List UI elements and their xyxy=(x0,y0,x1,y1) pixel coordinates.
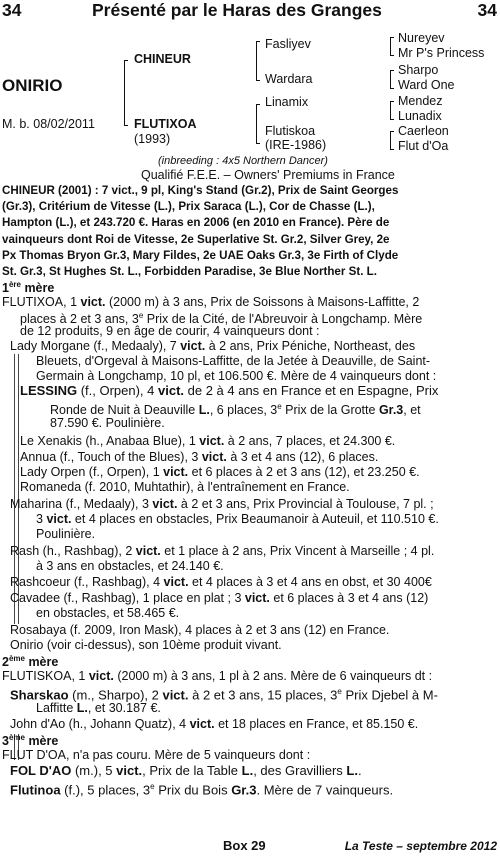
produce-entry-cont: Germain à Longchamp, 10 pl, et 106.500 €. Mère de 4 vainqueurs dont : xyxy=(36,369,437,383)
produce-entry: John d'Ao (h., Johann Quatz), 4 vict. et 18 places en France, et 85.150 €. xyxy=(10,717,419,731)
produce-entry: Romaneda (f. 2010, Muhtathir), à l'entraînement en France. xyxy=(20,480,350,494)
granddam-paternal: Wardara xyxy=(265,72,313,86)
qualification-note: Qualifié F.E.E. – Owners' Premiums in France xyxy=(141,168,395,182)
sire-line: St. Gr.3, St Hughes St. L., Forbidden Paradise, 3e Blue Norther St. L. xyxy=(2,265,377,279)
horse-sex-birth: M. b. 08/02/2011 xyxy=(2,117,95,131)
pedigree-bracket xyxy=(390,131,394,150)
produce-entry: Cavadee (f., Rashbag), 1 place en plat ; 3 vict. et 6 places à 3 et 4 ans (12) xyxy=(10,591,429,605)
produce-entry: Le Xenakis (h., Anabaa Blue), 1 vict. à 2 ans, 7 places, et 24.300 €. xyxy=(20,434,396,448)
dam-year: (1993) xyxy=(134,132,171,146)
first-dam-line: places à 2 et 3 ans, 3e Prix de la Cité, de l'Abreuvoir à Longchamp. Mère xyxy=(20,311,423,327)
first-dam-heading: 1ère mère xyxy=(2,280,55,296)
sire-name: CHINEUR xyxy=(134,52,191,66)
grandsire-maternal: Linamix xyxy=(265,95,309,109)
sire-line: Px Thomas Bryon Gr.3, Mary Fildes, 2e UAE Oaks Gr.3, 3e Firth of Clyde xyxy=(2,248,399,262)
granddam-maternal-origin: (IRE-1986) xyxy=(265,138,327,152)
lot-number-left: 34 xyxy=(2,0,22,20)
second-dam-line: FLUTISKOA, 1 vict. (2000 m) à 3 ans, 1 pl à 2 ans. Mère de 6 vainqueurs dt : xyxy=(2,669,433,683)
third-dam-line: FLUT D'OA, n'a pas couru. Mère de 5 vainqueurs dont : xyxy=(2,748,311,762)
page-title: Présenté par le Haras des Granges xyxy=(92,0,382,20)
produce-entry: Lady Orpen (f., Orpen), 1 vict. et 6 places à 2 et 3 ans (12), et 23.250 €. xyxy=(20,465,420,479)
ancestor: Lunadix xyxy=(398,109,442,123)
produce-entry-cont: en obstacles, et 58.465 €. xyxy=(36,606,180,620)
pedigree-bracket xyxy=(390,37,394,56)
sire-paragraph xyxy=(2,183,398,280)
ancestor: Mr P's Princess xyxy=(398,46,485,60)
produce-entry-cont: à 3 ans en obstacles, et 24.140 €. xyxy=(36,559,224,573)
ancestor: Ward One xyxy=(398,78,455,92)
pedigree-bracket xyxy=(124,60,128,126)
produce-entry: Annua (f., Touch of the Blues), 3 vict. à 3 et 4 ans (12), 6 places. xyxy=(20,450,379,464)
inbreeding-note: (inbreeding : 4x5 Northern Dancer) xyxy=(158,155,328,167)
produce-entry: Onirio (voir ci-dessus), son 10ème produit vivant. xyxy=(10,638,282,652)
produce-entry-cont: 87.590 €. Poulinière. xyxy=(50,416,165,430)
dam-name: FLUTIXOA xyxy=(134,117,197,131)
second-dam-heading: 2ème mère xyxy=(2,654,59,670)
first-dam-line: FLUTIXOA, 1 vict. (2000 m) à 3 ans, Prix de Soissons à Maisons-Laffitte, 2 xyxy=(2,295,420,309)
box-number: Box 29 xyxy=(223,838,266,853)
ancestor: Mendez xyxy=(398,94,443,108)
third-dam-heading: 3ème mère xyxy=(2,733,59,749)
sire-line: vainqueurs dont Roi de Vitesse, 2e Superlative St. Gr.2, Silver Grey, 2e xyxy=(2,232,390,246)
pedigree-bracket xyxy=(390,101,394,120)
produce-entry: LESSING (f., Orpen), 4 vict. de 2 à 4 ans en France et en Espagne, Prix xyxy=(20,383,439,398)
granddam-maternal: Flutiskoa xyxy=(265,124,316,138)
ancestor: Flut d'Oa xyxy=(398,139,449,153)
pedigree-bracket xyxy=(390,70,394,89)
lot-number-right: 34 xyxy=(477,0,497,20)
pedigree-bracket xyxy=(256,41,260,81)
produce-entry: Flutinoa (f.), 5 places, 3e Prix du Bois Gr.3. Mère de 7 vainqueurs. xyxy=(10,782,394,798)
pedigree-bracket xyxy=(256,104,260,144)
produce-entry: Rash (h., Rashbag), 2 vict. et 1 place à 2 ans, Prix Vincent à Marseille ; 4 pl. xyxy=(10,544,435,558)
horse-name: ONIRIO xyxy=(2,76,63,95)
produce-entry: Sharskao (m., Sharpo), 2 vict. à 2 et 3 ans, 15 places, 3e Prix Djebel à M- xyxy=(10,687,438,703)
first-dam-line: de 12 produits, 9 en âge de courir, 4 vainqueurs dont : xyxy=(20,324,320,338)
sire-line: CHINEUR (2001) : 7 vict., 9 pl, King's Stand (Gr.2), Prix de Saint Georges xyxy=(2,184,399,197)
grandsire-paternal: Fasliyev xyxy=(265,37,311,51)
produce-entry: Rosabaya (f. 2009, Iron Mask), 4 places à 2 et 3 ans (12) en France. xyxy=(10,623,390,637)
ancestor: Sharpo xyxy=(398,63,439,77)
sire-line: Hampton (L.), et 243.720 €. Haras en 2006 (en 2010 en France). Père de xyxy=(2,216,390,230)
produce-entry-cont: Bleuets, d'Orgeval à Maisons-Laffitte, de la Jetée à Deauville, de Saint- xyxy=(36,354,431,368)
produce-entry-cont: Poulinière. xyxy=(36,527,96,541)
sire-line: (Gr.3), Critérium de Vitesse (L.), Prix Saraca (L.), Cor de Chasse (L.), xyxy=(2,200,375,214)
produce-entry: Maharina (f., Medaaly), 3 vict. à 2 et 3 ans, Prix Provincial à Toulouse, 7 pl. ; xyxy=(10,497,434,511)
event-name: La Teste – septembre 2012 xyxy=(344,839,497,853)
ancestor: Nureyev xyxy=(398,31,445,45)
produce-entry-cont: 3 vict. et 4 places en obstacles, Prix Beaumanoir à Auteuil, et 110.510 €. xyxy=(36,512,439,526)
produce-entry: Lady Morgane (f., Medaaly), 7 vict. à 2 ans, Prix Péniche, Northeast, des xyxy=(10,339,416,353)
produce-entry: FOL D'AO (m.), 5 vict., Prix de la Table L., des Gravilliers L.. xyxy=(10,763,362,778)
produce-entry-cont: Ronde de Nuit à Deauville L., 6 places, 3e Prix de la Grotte Gr.3, et xyxy=(50,402,421,418)
ancestor: Caerleon xyxy=(398,124,449,138)
produce-entry-cont: Laffitte L., et 30.187 €. xyxy=(36,701,161,715)
produce-entry: Rashcoeur (f., Rashbag), 4 vict. et 4 places à 3 et 4 ans en obst, et 30 400€ xyxy=(10,575,432,589)
